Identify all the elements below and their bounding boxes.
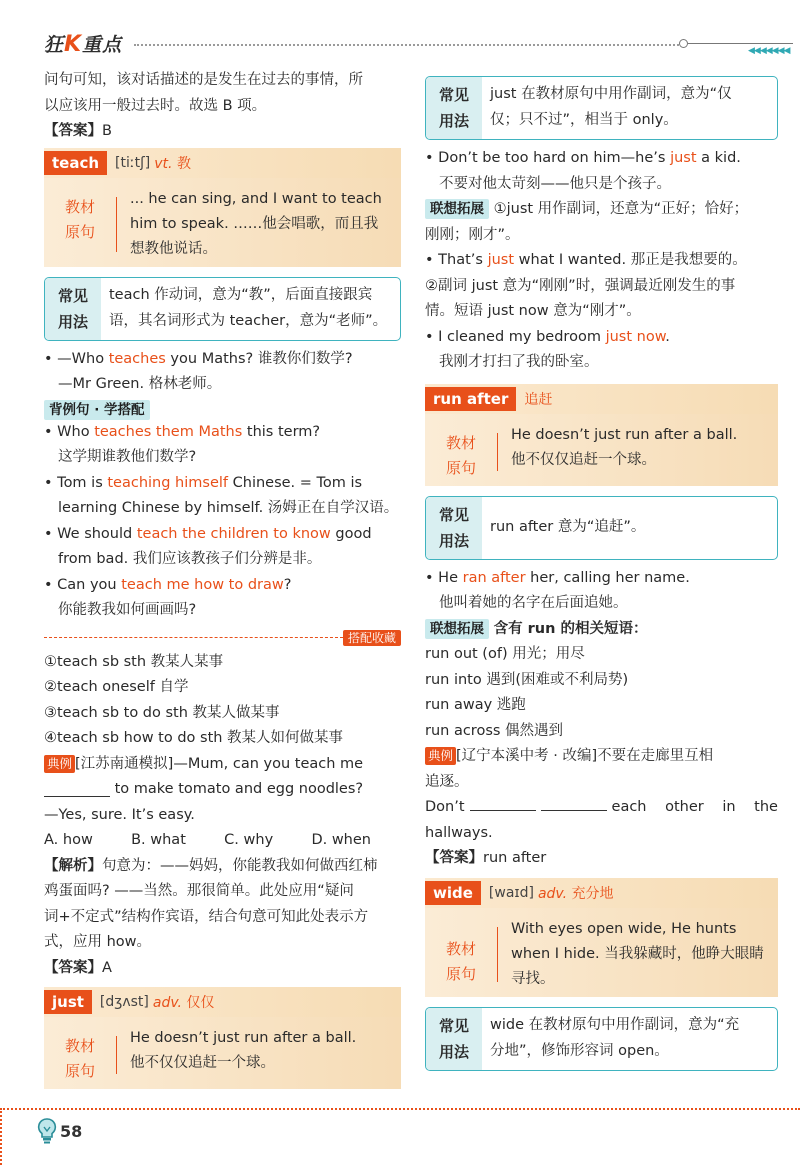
usage-text: run after 意为“追赶”。 <box>490 518 646 535</box>
example-sentence: • Who teaches them Maths this term? <box>44 423 321 440</box>
word-tag: just <box>44 990 92 1014</box>
textbook-sentence: ... he can sing, and I want to teach him to speak. ……他会唱歌，而且我 想教他说话。 <box>130 190 382 257</box>
extension-line: 刚刚；刚才”。 <box>425 226 520 243</box>
usage-box <box>44 277 401 341</box>
usage-label: 常见 用法 <box>426 1008 482 1070</box>
part-of-speech: vt. 教 <box>154 155 191 172</box>
exercise-line: hallways. <box>425 824 493 841</box>
footer-divider-vertical <box>0 1108 2 1165</box>
phrase-item: run into 遇到(困难或不利局势) <box>425 671 629 688</box>
phrase-item: run away 逃跑 <box>425 697 526 713</box>
phonetic: [dʒʌst] <box>99 994 149 1010</box>
example-sentence: • He ran after her, calling her name. <box>425 569 690 586</box>
exercise-question: 典例 [辽宁本溪中考 · 改编]不要在走廊里互相 <box>425 744 778 770</box>
textbook-sentence: With eyes open wide, He hunts when I hide. 当我躲藏时，他睁大眼睛 寻找。 <box>511 920 764 987</box>
word-tag: teach <box>44 151 107 175</box>
collocation-divider <box>44 630 401 646</box>
collocation-item: ③teach sb to do sth 教某人做某事 <box>44 704 280 721</box>
textbook-label: 教材 原句 <box>445 939 476 983</box>
header-circle-icon <box>679 39 688 48</box>
header-arrows-icon: ◀◀◀◀◀◀◀ <box>748 46 790 56</box>
definition: 追赶 <box>524 391 553 408</box>
answer-blank <box>44 781 110 797</box>
collocation-item: ②teach oneself 自学 <box>44 679 189 695</box>
header-divider <box>134 44 679 46</box>
analysis-line: 式，应用 how。 <box>44 934 152 950</box>
intro-line: 以应该用一般过去时。故选 B 项。 <box>44 97 267 114</box>
usage-box <box>425 1007 778 1071</box>
example-translation: 这学期谁教他们数学? <box>58 449 197 465</box>
section-tag: 联想拓展 <box>425 619 489 639</box>
usage-label: 常见 用法 <box>45 278 101 340</box>
example-reply: —Mr Green. 格林老师。 <box>58 376 222 392</box>
collocation-item: ①teach sb sth 教某人某事 <box>44 653 224 670</box>
phonetic: [waɪd] <box>488 884 534 901</box>
answer-line: 【答案】run after <box>425 850 547 866</box>
textbook-label: 教材 原句 <box>445 433 476 477</box>
lightbulb-icon <box>36 1117 58 1145</box>
word-tag: wide <box>425 881 481 905</box>
exercise-line: Don’t each other in the <box>425 795 778 821</box>
usage-box <box>425 496 778 560</box>
phrase-item: run out (of) 用光；用尽 <box>425 646 585 662</box>
phrase-item: run across 偶然遇到 <box>425 722 564 739</box>
word-header-just <box>44 987 401 1017</box>
word-tag: run after <box>425 387 516 411</box>
example-sentence: • —Who teaches you Maths? 谁教你们数学? <box>44 350 353 367</box>
usage-box <box>425 76 778 140</box>
usage-text: teach 作动词，意为“教”，后面直接跟宾 语，其名词形式为 teacher，意为“老师”。 <box>109 286 388 329</box>
collocation-tag: 搭配收藏 <box>343 630 401 646</box>
textbook-sentence-box <box>44 1017 401 1089</box>
word-header-wide <box>425 878 778 908</box>
example-translation: 你能教我如何画画吗? <box>58 602 197 618</box>
example-translation: 他叫着她的名字在后面追她。 <box>439 595 628 611</box>
example-tag: 典例 <box>44 755 75 773</box>
analysis-line: 词+不定式”结构作宾语，结合句意可知此处表示方 <box>44 908 369 925</box>
example-sentence: • Can you teach me how to draw? <box>44 576 292 593</box>
extension-note: 联想拓展 ①just 用作副词，还意为“正好；恰好； <box>425 197 778 223</box>
left-column <box>44 68 401 1089</box>
extension-note: 联想拓展 含有 run 的相关短语： <box>425 617 778 643</box>
extension-line: 情。短语 just now 意为“刚才”。 <box>425 303 641 319</box>
usage-label: 常见 用法 <box>426 77 482 139</box>
exercise-reply: —Yes, sure. It’s easy. <box>44 806 195 823</box>
textbook-sentence: He doesn’t just run after a ball. 他不仅仅追赶一个球。 <box>130 1030 357 1071</box>
example-translation: 不要对他太苛刻——他只是个孩子。 <box>439 175 671 192</box>
example-sentence: • Don’t be too hard on him—he’s just a kid. <box>425 150 741 166</box>
extension-line: ②副词 just 意为“刚刚”时，强调最近刚发生的事 <box>425 277 736 294</box>
phonetic: [tiːtʃ] <box>115 154 151 171</box>
textbook-label: 教材 原句 <box>64 1037 95 1080</box>
example-translation: learning Chinese by himself. 汤姆正在自学汉语。 <box>58 500 399 516</box>
header-line <box>688 43 793 44</box>
example-sentence: • We should teach the children to know good <box>44 525 372 542</box>
word-header-teach <box>44 148 401 178</box>
word-header-run-after <box>425 384 778 414</box>
section-tag: 联想拓展 <box>425 199 489 219</box>
intro-line: 问句可知，该对话描述的是发生在过去的事情，所 <box>44 72 363 88</box>
textbook-sentence-box <box>425 414 778 486</box>
example-translation: 我刚才打扫了我的卧室。 <box>439 354 599 370</box>
answer-line: 【答案】A <box>44 959 112 976</box>
example-sentence: • That’s just what I wanted. 那正是我想要的。 <box>425 252 747 268</box>
collocation-item: ④teach sb how to do sth 教某人如何做某事 <box>44 730 344 746</box>
textbook-sentence-box <box>425 908 778 997</box>
example-translation: from bad. 我们应该教孩子们分辨是非。 <box>58 551 322 567</box>
answer-blank <box>470 795 536 811</box>
section-tag: 背例句 · 学搭配 <box>44 400 150 420</box>
example-sentence: • Tom is teaching himself Chinese. = Tom is <box>44 474 363 491</box>
analysis-line: 鸡蛋面吗? ——当然。那很简单。此处应用“疑问 <box>44 883 354 899</box>
example-sentence: • I cleaned my bedroom just now. <box>425 328 670 345</box>
footer-divider <box>0 1108 800 1110</box>
page-number: 58 <box>36 1117 82 1145</box>
textbook-sentence: He doesn’t just run after a ball. 他不仅仅追赶一个球。 <box>511 426 738 468</box>
answer-blank <box>541 795 607 811</box>
answer-line: 【答案】B <box>44 123 112 139</box>
part-of-speech: adv. 充分地 <box>537 885 614 902</box>
textbook-sentence-box <box>44 178 401 267</box>
example-tag: 典例 <box>425 747 456 765</box>
exercise-options: A. how B. what C. why D. when <box>44 832 371 848</box>
part-of-speech: adv. 仅仅 <box>152 995 215 1011</box>
right-column <box>425 76 778 1071</box>
usage-text: just 在教材原句中用作副词，意为“仅 仅；只不过”，相当于 only。 <box>490 86 732 128</box>
usage-label: 常见 用法 <box>426 497 482 559</box>
exercise-question: 典例 [江苏南通模拟]—Mum, can you teach me <box>44 752 401 778</box>
textbook-label: 教材 原句 <box>64 197 95 241</box>
usage-text: wide 在教材原句中用作副词，意为“充 分地”，修饰形容词 open。 <box>490 1016 740 1059</box>
exercise-question: to make tomato and egg noodles? <box>44 777 401 803</box>
exercise-line: 追逐。 <box>425 773 469 790</box>
analysis: 【解析】句意为：——妈妈，你能教我如何做西红柿 <box>44 857 378 874</box>
book-logo: 狂K重点 <box>44 32 123 57</box>
